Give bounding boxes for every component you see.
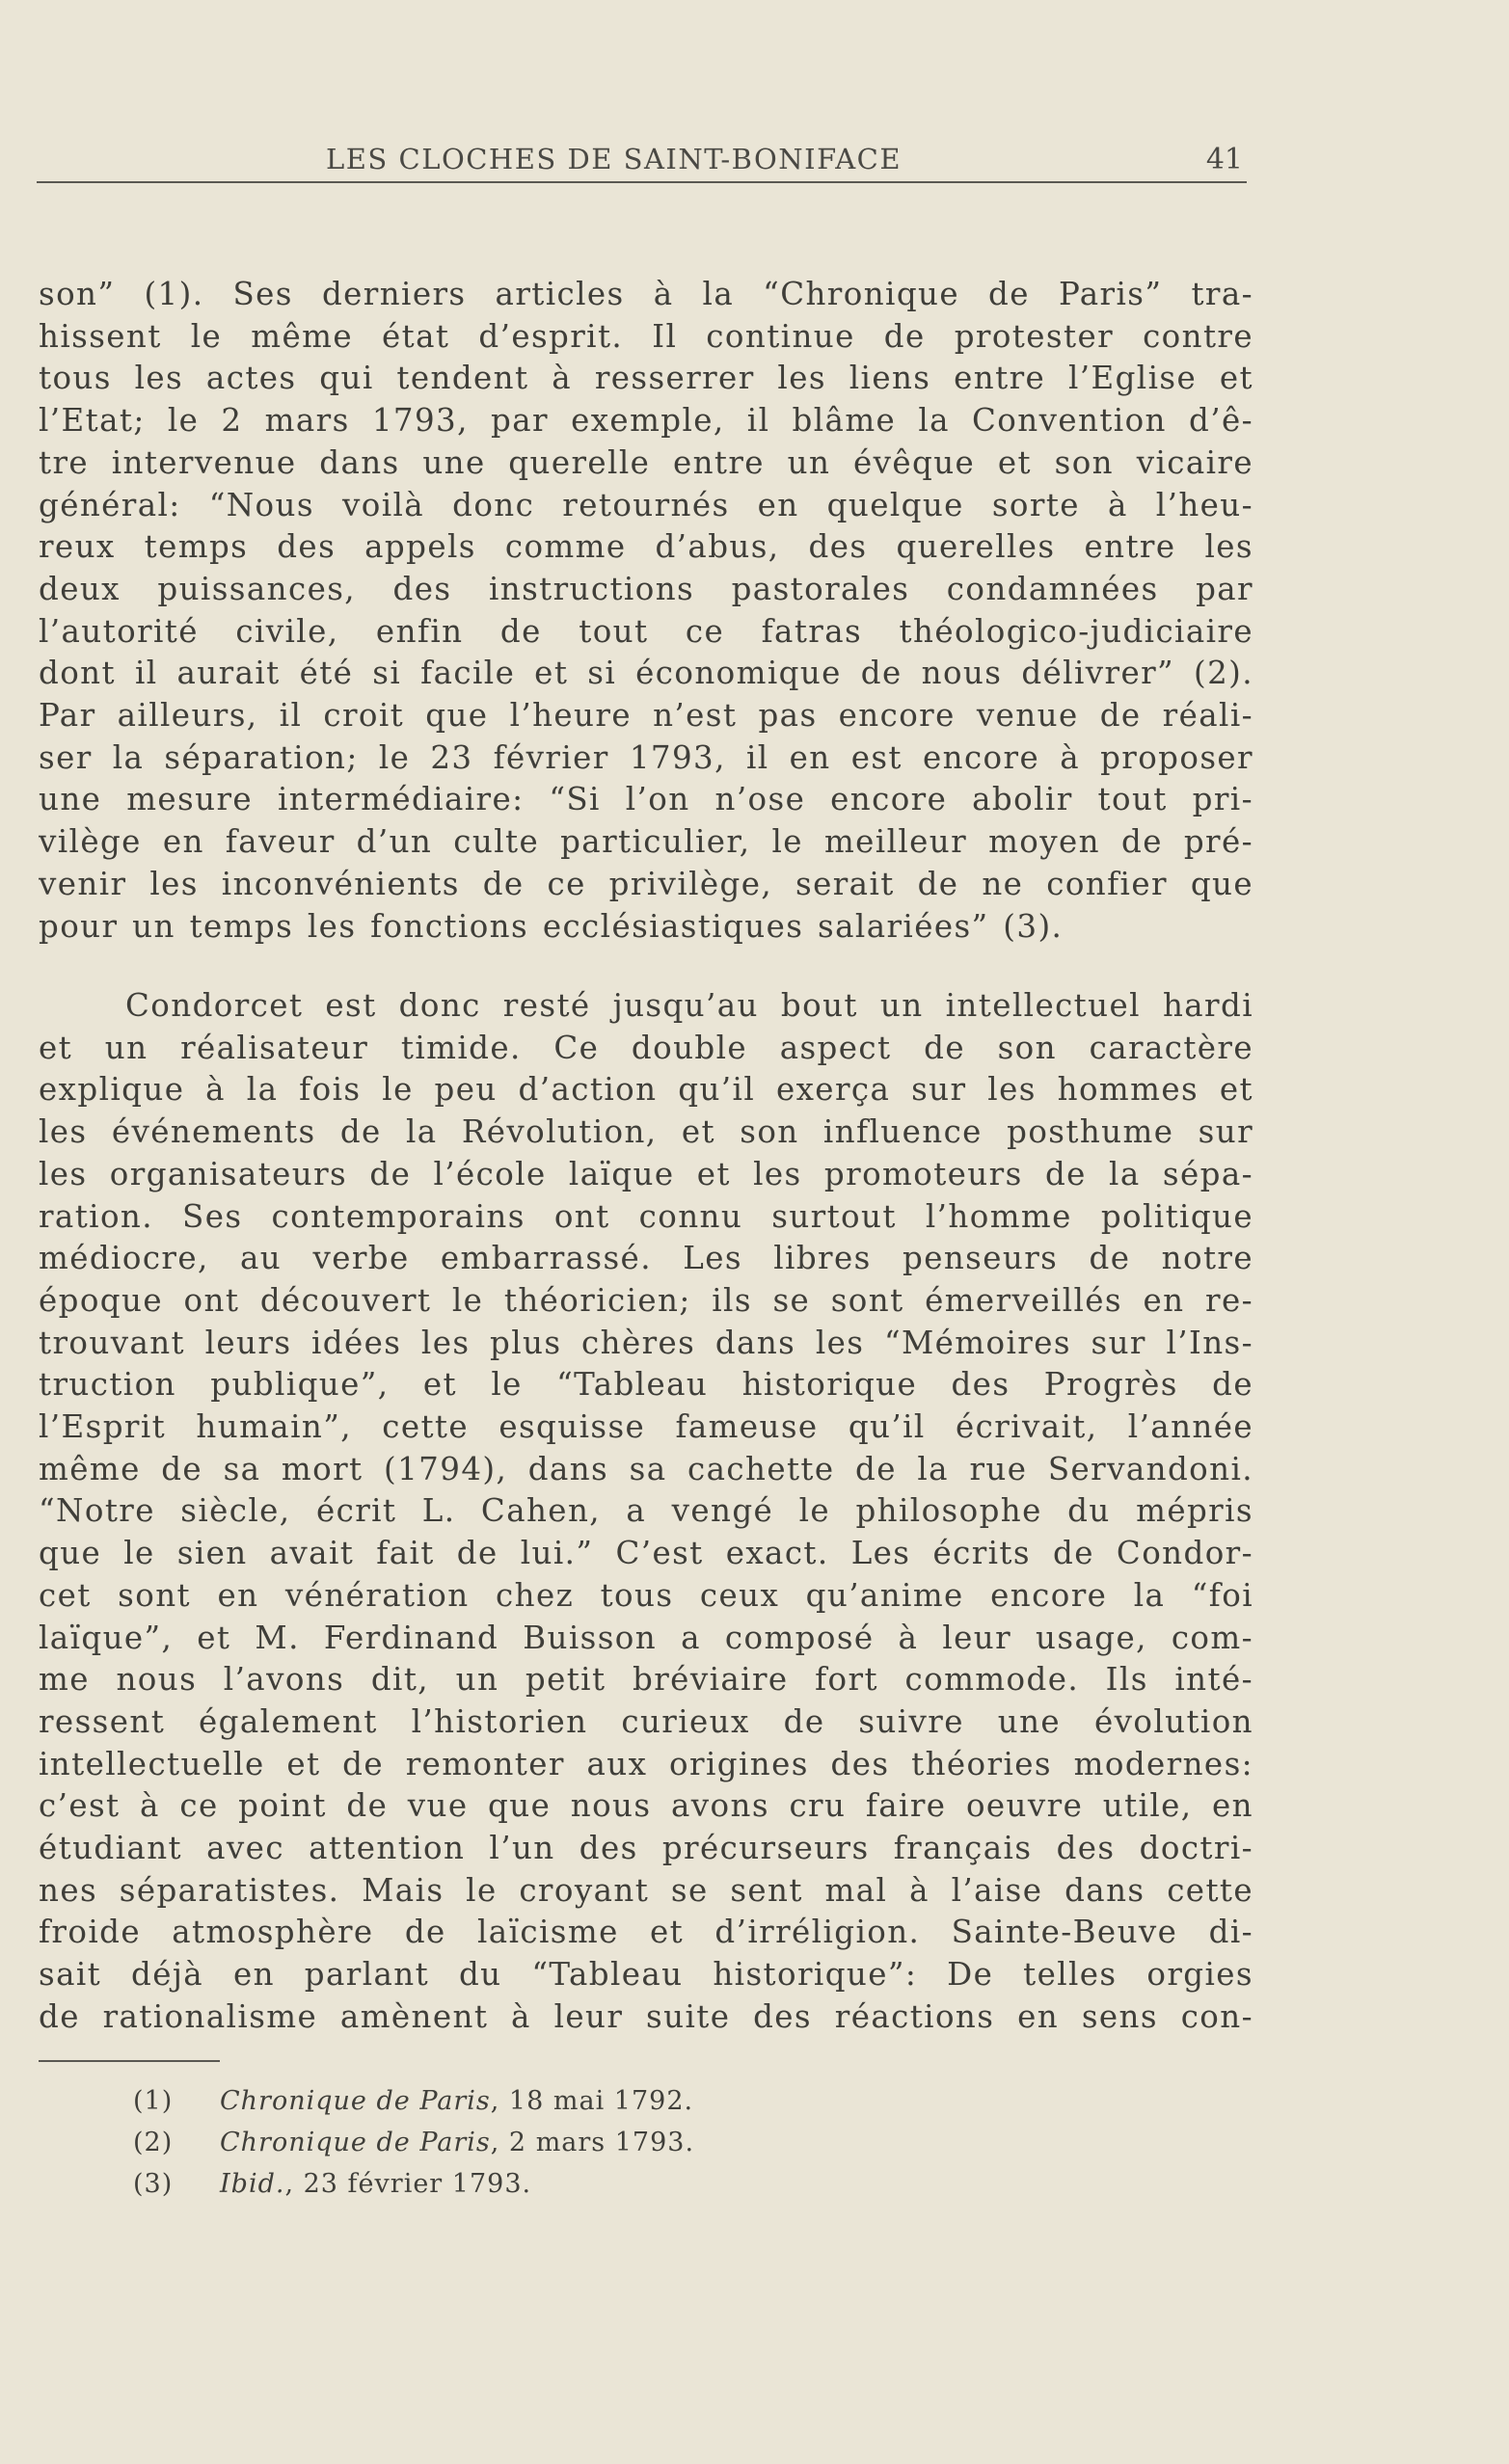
text-line: dont il aurait été si facile et si économique de nous délivrer” (2). <box>39 655 1253 692</box>
text-line: explique à la fois le peu d’action qu’il exerça sur les hommes et <box>39 1071 1253 1109</box>
text-line: Condorcet est donc resté jusqu’au bout un intellectuel hardi <box>125 987 1253 1024</box>
text-line: époque ont découvert le théoricien; ils se sont émerveillés en re- <box>39 1281 1253 1319</box>
text-line: reux temps des appels comme d’abus, des querelles entre les <box>39 528 1253 566</box>
text-line: son” (1). Ses derniers articles à la “Chronique de Paris” tra- <box>39 276 1253 312</box>
text-line: c’est à ce point de vue que nous avons cru faire oeuvre utile, en <box>39 1787 1253 1825</box>
text-line: froide atmosphère de laïcisme et d’irréligion. Sainte-Beuve di- <box>39 1914 1253 1951</box>
footnote-date: , 2 mars 1793. <box>490 2128 695 2157</box>
text-line: truction publique”, et le “Tableau historique des Progrès de <box>39 1366 1253 1404</box>
paragraph-1 <box>39 274 1253 948</box>
text-line: les organisateurs de l’école laïque et les promoteurs de la sépa- <box>39 1155 1253 1192</box>
text-line: tre intervenue dans une querelle entre un évêque et son vicaire <box>39 443 1253 481</box>
footnote <box>133 2163 694 2205</box>
paragraph-2 <box>39 985 1253 2039</box>
text-line: me nous l’avons dit, un petit bréviaire fort commode. Ils inté- <box>39 1661 1253 1699</box>
footnote-number: (3) <box>133 2169 174 2199</box>
text-line: intellectuelle et de remonter aux origines des théories modernes: <box>39 1745 1253 1782</box>
text-line: sait déjà en parlant du “Tableau historique”: De telles orgies <box>39 1956 1253 1994</box>
text-line: l’autorité civile, enfin de tout ce fatras théologico-judiciaire <box>39 612 1253 650</box>
footnotes <box>133 2080 694 2205</box>
text-line: même de sa mort (1794), dans sa cachette de la rue Servandoni. <box>39 1450 1253 1487</box>
text-line: médiocre, au verbe embarrassé. Les libres penseurs de notre <box>39 1240 1253 1277</box>
footnote-number: (1) <box>133 2086 174 2116</box>
footnote-date: , 23 février 1793. <box>284 2169 532 2199</box>
text-line: ration. Ses contemporains ont connu surtout l’homme politique <box>39 1197 1253 1235</box>
text-line: les événements de la Révolution, et son influence posthume sur <box>39 1113 1253 1151</box>
footnote-divider <box>39 2060 220 2062</box>
text-line: tous les actes qui tendent à resserrer les liens entre l’Eglise et <box>39 360 1253 397</box>
text-line: nes séparatistes. Mais le croyant se sent mal à l’aise dans cette <box>39 1871 1253 1909</box>
text-line: vilège en faveur d’un culte particulier, le meilleur moyen de pré- <box>39 823 1253 861</box>
text-line: une mesure intermédiaire: “Si l’on n’ose encore abolir tout pri- <box>39 781 1253 818</box>
text-line: “Notre siècle, écrit L. Cahen, a vengé le philosophe du mépris <box>39 1492 1253 1530</box>
text-line: et un réalisateur timide. Ce double aspect de son caractère <box>39 1029 1253 1066</box>
page-header <box>37 133 1247 183</box>
text-line: trouvant leurs idées les plus chères dans les “Mémoires sur l’Ins- <box>39 1324 1253 1361</box>
text-line: étudiant avec attention l’un des précurseurs français des doctri- <box>39 1830 1253 1867</box>
text-line: général: “Nous voilà donc retournés en quelque sorte à l’heu- <box>39 486 1253 523</box>
text-line: hissent le même état d’esprit. Il continue de protester contre <box>39 317 1253 355</box>
text-line: Par ailleurs, il croit que l’heure n’est pas encore venue de réali- <box>39 697 1253 735</box>
text-line: cet sont en vénération chez tous ceux qu’anime encore la “foi <box>39 1576 1253 1614</box>
page-number: 41 <box>1205 143 1243 176</box>
footnote <box>133 2122 694 2163</box>
text-line: venir les inconvénients de ce privilège, serait de ne confier que <box>39 865 1253 902</box>
footnote-source-title: Chronique de Paris <box>220 2128 491 2157</box>
text-line: que le sien avait fait de lui.” C’est exact. Les écrits de Condor- <box>39 1535 1253 1572</box>
text-line: ser la séparation; le 23 février 1793, il en est encore à proposer <box>39 738 1253 776</box>
running-title: LES CLOCHES DE SAINT-BONIFACE <box>326 143 903 175</box>
text-line: ressent également l’historien curieux de suivre une évolution <box>39 1702 1253 1740</box>
footnote-source-title: Ibid. <box>220 2169 285 2199</box>
text-line: de rationalisme amènent à leur suite des réactions en sens con- <box>39 1997 1253 2035</box>
footnote-date: , 18 mai 1792. <box>490 2086 694 2116</box>
text-line: deux puissances, des instructions pastorales condamnées par <box>39 570 1253 607</box>
footnote-number: (2) <box>133 2128 174 2157</box>
text-line: laïque”, et M. Ferdinand Buisson a composé à leur usage, com- <box>39 1619 1253 1656</box>
text-line: l’Esprit humain”, cette esquisse fameuse qu’il écrivait, l’année <box>39 1408 1253 1446</box>
footnote <box>133 2080 694 2122</box>
footnote-source-title: Chronique de Paris <box>220 2086 491 2116</box>
text-line: l’Etat; le 2 mars 1793, par exemple, il blâme la Convention d’ê- <box>39 402 1253 440</box>
text-line: pour un temps les fonctions ecclésiastiques salariées” (3). <box>39 907 1064 945</box>
